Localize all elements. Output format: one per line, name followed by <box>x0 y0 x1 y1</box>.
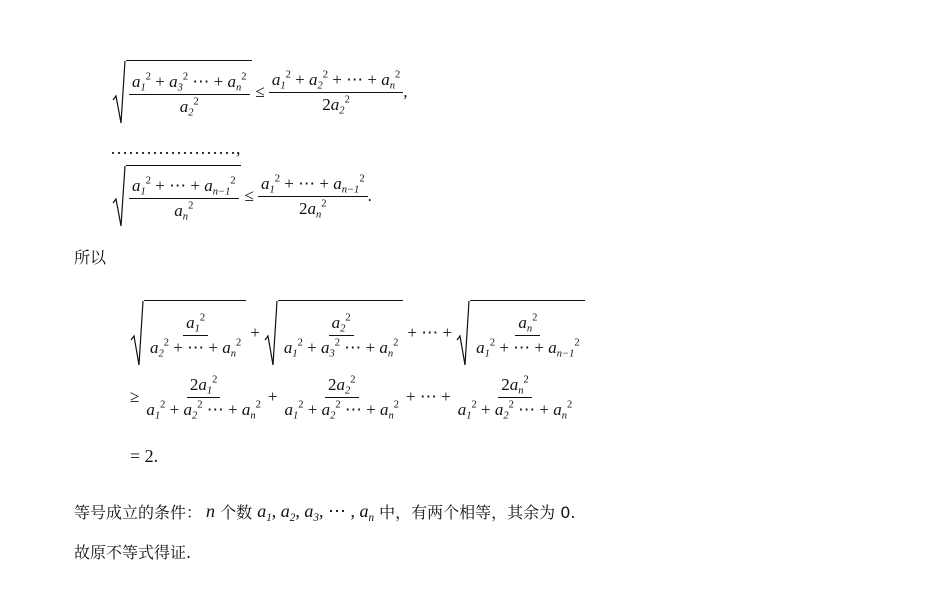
sqrt-term: $\frac{a_1^2 + \cdots + a_{n-1}^2}{a_n^2}$ <box>112 165 241 227</box>
condition-n: n <box>206 501 216 521</box>
therefore-label: 所以 <box>74 248 107 267</box>
result-line: = 2. <box>130 446 159 466</box>
inequality-line-n: $\frac{a_1^2 + \cdots + a_{n-1}^2}{a_n^2}$ ≤ $\frac{a_1^2 + \cdots + a_{n-1}^2}{2a_n^2}$ . <box>112 165 372 227</box>
sequence-a: $a_1$, $a_2$, $a_3$, ⋯ , $a_n$ <box>257 501 375 524</box>
inequality-line-2: $\frac{a_1^2 + a_3^2 \cdots + a_n^2}{a_2^2}$ ≤ $\frac{a_1^2 + a_2^2 + \cdots + a_n^2}{2a_2^2}$ , <box>112 60 408 124</box>
geq-line: ≥ $\frac{2a_1^2}{a_1^2 + a_2^2 \cdots + a_n^2}$ + $\frac{2a_2^2}{a_1^2 + a_2^2 \cdots + a_n^2}$ + ⋯ + $\frac{2a_n^2}{a_1^2 + a_2^2 \cdots + a_n^2}$ <box>130 374 573 422</box>
equality-condition <box>74 500 575 523</box>
condition-mid: 个数 <box>215 503 258 522</box>
ellipsis-line: …………………, <box>110 138 241 158</box>
condition-prefix: 等号成立的条件： <box>74 503 203 522</box>
sqrt-term: $\frac{a_1^2 + a_3^2 \cdots + a_n^2}{a_2^2}$ <box>112 60 252 124</box>
sum-of-roots: $\frac{a_1^2}{a_2^2 + \cdots + a_n^2}$ + $\frac{a_2^2}{a_1^2 + a_3^2 \cdots + a_n^2}$ + ⋯ + $\frac{a_n^2}{a_1^2 + \cdots + a_{n-1}^2}$ <box>130 300 585 366</box>
conclusion-line: 故原不等式得证. <box>74 543 192 562</box>
condition-suffix: 中，有两个相等，其余为 0. <box>374 503 576 522</box>
